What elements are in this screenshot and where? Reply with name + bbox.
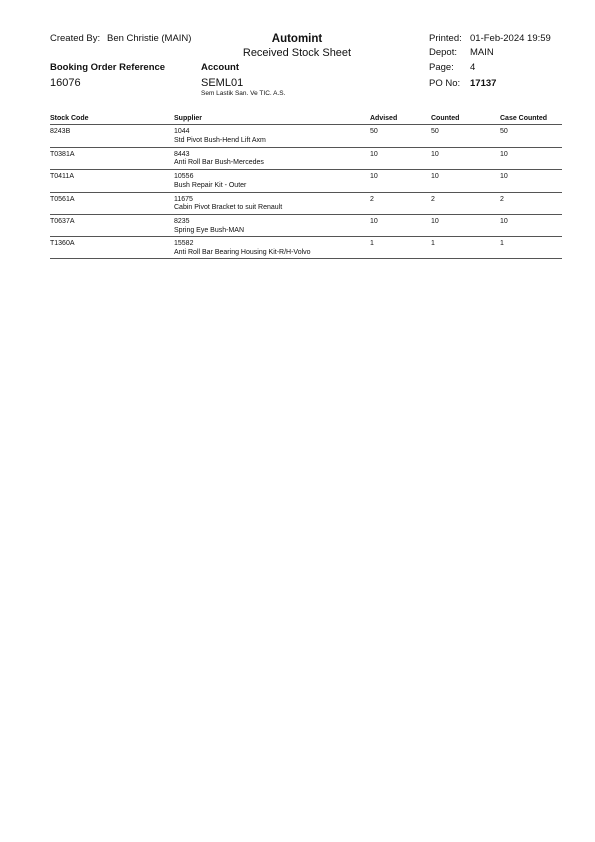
cell-description: Anti Roll Bar Bearing Housing Kit-R/H-Volvo xyxy=(174,249,311,256)
depot-value: MAIN xyxy=(470,47,494,58)
cell-stock-code: T0381A xyxy=(50,151,75,158)
row-divider xyxy=(50,147,562,148)
company-name: Automint xyxy=(271,33,323,45)
cell-case-counted: 10 xyxy=(500,218,508,225)
cell-advised: 10 xyxy=(370,218,378,225)
row-divider xyxy=(50,192,562,193)
cell-counted: 10 xyxy=(431,173,439,180)
account-label: Account xyxy=(201,62,239,73)
cell-advised: 10 xyxy=(370,151,378,158)
row-divider xyxy=(50,214,562,215)
cell-supplier-code: 8443 xyxy=(174,151,190,158)
cell-description: Spring Eye Bush-MAN xyxy=(174,227,245,234)
cell-advised: 2 xyxy=(370,196,374,203)
header-divider xyxy=(50,124,562,125)
po-value: 17137 xyxy=(470,78,497,89)
row-divider xyxy=(50,258,562,259)
depot-label: Depot: xyxy=(429,47,457,58)
cell-counted: 10 xyxy=(431,218,439,225)
cell-case-counted: 1 xyxy=(500,240,504,247)
col-header-supplier: Supplier xyxy=(174,115,203,122)
cell-supplier-code: 1044 xyxy=(174,128,190,135)
cell-description: Bush Repair Kit - Outer xyxy=(174,182,247,189)
cell-supplier-code: 11675 xyxy=(174,196,193,203)
booking-ref-value: 16076 xyxy=(50,77,81,89)
col-header-case-counted: Case Counted xyxy=(500,115,548,122)
page-label: Page: xyxy=(429,62,454,73)
page-value: 4 xyxy=(470,62,476,73)
cell-description: Anti Roll Bar Bush-Mercedes xyxy=(174,159,264,166)
cell-stock-code: T0561A xyxy=(50,196,75,203)
cell-counted: 1 xyxy=(431,240,435,247)
cell-case-counted: 10 xyxy=(500,151,508,158)
cell-stock-code: T1360A xyxy=(50,240,75,247)
col-header-advised: Advised xyxy=(370,115,398,122)
cell-advised: 1 xyxy=(370,240,374,247)
po-label: PO No: xyxy=(429,78,461,89)
cell-stock-code: T0411A xyxy=(50,173,74,180)
cell-counted: 50 xyxy=(431,128,439,135)
printed-value: 01-Feb-2024 19:59 xyxy=(470,33,551,44)
cell-supplier-code: 8235 xyxy=(174,218,190,225)
col-header-stock-code: Stock Code xyxy=(50,115,89,122)
cell-stock-code: T0637A xyxy=(50,218,75,225)
col-header-counted: Counted xyxy=(431,115,460,122)
cell-counted: 2 xyxy=(431,196,435,203)
cell-description: Std Pivot Bush-Hend Lift Axm xyxy=(174,137,266,144)
printed-label: Printed: xyxy=(429,33,462,44)
row-divider xyxy=(50,169,562,170)
sheet-title: Received Stock Sheet xyxy=(242,47,352,59)
cell-case-counted: 10 xyxy=(500,173,508,180)
cell-supplier-code: 10556 xyxy=(174,173,194,180)
account-name: Sem Lastik San. Ve TIC. A.S. xyxy=(201,90,286,97)
row-divider xyxy=(50,236,562,237)
account-code: SEML01 xyxy=(201,77,244,89)
cell-case-counted: 50 xyxy=(500,128,508,135)
cell-description: Cabin Pivot Bracket to suit Renault xyxy=(174,204,283,211)
cell-counted: 10 xyxy=(431,151,439,158)
cell-supplier-code: 15582 xyxy=(174,240,194,247)
cell-advised: 50 xyxy=(370,128,378,135)
cell-case-counted: 2 xyxy=(500,196,504,203)
cell-advised: 10 xyxy=(370,173,378,180)
created-by-label: Created By: xyxy=(50,33,101,44)
booking-ref-label: Booking Order Reference xyxy=(50,62,166,73)
cell-stock-code: 8243B xyxy=(50,128,71,135)
created-by-value: Ben Christie (MAIN) xyxy=(107,33,192,44)
